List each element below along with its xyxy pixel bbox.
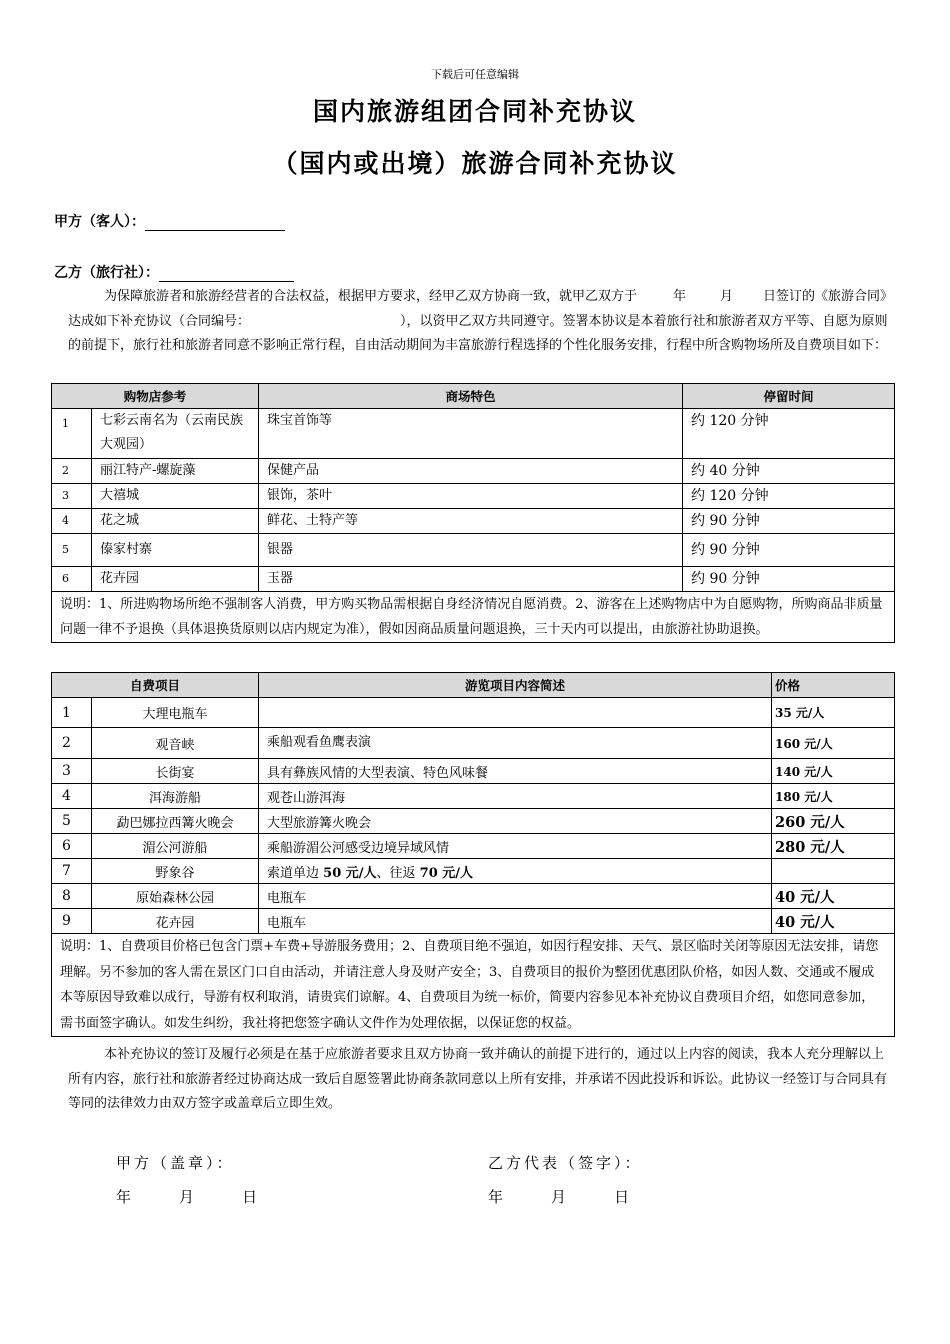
party-b-date: 年 月 日 [488,1188,640,1206]
party-a-row [54,211,285,231]
row-number: 6 [52,834,92,859]
item-desc: 大型旅游篝火晚会 [259,809,772,834]
row-number: 6 [52,567,92,592]
shop-feature: 银饰，茶叶 [259,484,683,509]
item-name: 观音峡 [92,728,259,759]
item-desc [259,698,772,728]
party-a-blank [145,214,285,231]
table-row [52,509,895,534]
shop-name: 丽江特产-螺旋藻 [92,459,259,484]
row-number: 1 [52,698,92,728]
item-desc: 乘船游湄公河感受边境异域风情 [259,834,772,859]
item-price: 180 元/人 [772,784,895,809]
shop-time: 约 90 分钟 [683,534,895,567]
header-time: 停留时间 [683,384,895,409]
desc-price-return: 70 元/人 [419,865,474,881]
intro-year: 年 [673,289,687,304]
optional-note-row [52,934,895,1037]
item-price [772,859,895,884]
desc-part: 、往返 [376,865,420,881]
shop-name: 傣家村寨 [92,534,259,567]
shop-time: 约 120 分钟 [683,484,895,509]
closing-paragraph: 本补充协议的签订及履行必须是在基于应旅游者要求且双方协商一致并确认的前提下进行的，通过以上内容的阅读，我本人充分理解以上所有内容，旅行社和旅游者经过协商达成一致后自愿签署此协商条款同意以上所有安排，并承诺不因此投诉和诉讼。此协议一经签订与合同具有等同的法律效力由双方签字或盖章后立即生效。 [68,1047,888,1111]
table-row [52,784,895,809]
item-price: 260 元/人 [772,809,895,834]
item-price: 140 元/人 [772,759,895,784]
shop-feature: 保健产品 [259,459,683,484]
table-row [52,909,895,934]
table-row [52,409,895,459]
shop-feature: 玉器 [259,567,683,592]
party-a-seal-label: 甲方（盖章）： [116,1154,235,1172]
row-number: 9 [52,909,92,934]
intro-paragraph [68,285,894,359]
item-name: 洱海游船 [92,784,259,809]
item-price: 35 元/人 [772,698,895,728]
table-row [52,534,895,567]
item-desc: 观苍山游洱海 [259,784,772,809]
header-shop: 购物店参考 [52,384,259,409]
row-number: 3 [52,484,92,509]
table-row [52,698,895,728]
table-row [52,567,895,592]
row-number: 8 [52,884,92,909]
desc-price-oneway: 50 元/人 [323,865,377,881]
item-name: 花卉园 [92,909,259,934]
item-price: 160 元/人 [772,728,895,759]
page-title: 国内旅游组团合同补充协议 [312,97,637,126]
page-subtitle: （国内或出境）旅游合同补充协议 [272,149,678,178]
party-a-date: 年 月 日 [116,1188,268,1206]
desc-part: 索道单边 [267,865,324,881]
item-price: 40 元/人 [772,909,895,934]
table-row [52,728,895,759]
shop-feature: 银器 [259,534,683,567]
shopping-note-row [52,592,895,643]
shop-name: 大禧城 [92,484,259,509]
shop-feature: 鲜花、土特产等 [259,509,683,534]
header-price: 价格 [772,673,895,698]
item-desc [259,859,772,884]
table-row [52,459,895,484]
header-item: 自费项目 [52,673,259,698]
item-name: 长街宴 [92,759,259,784]
party-b-row [54,262,294,282]
header-feature: 商场特色 [259,384,683,409]
row-number: 5 [52,809,92,834]
item-name: 原始森林公园 [92,884,259,909]
shop-time: 约 90 分钟 [683,509,895,534]
shop-time: 约 40 分钟 [683,459,895,484]
table-row [52,834,895,859]
shopping-table-header [52,384,895,409]
row-number: 2 [52,728,92,759]
table-row [52,484,895,509]
intro-text-1: 为保障旅游者和旅游经营者的合法权益，根据甲方要求，经甲乙双方协商一致，就甲乙双方于 [104,289,638,304]
party-b-blank [159,265,294,282]
row-number: 5 [52,534,92,567]
item-price: 280 元/人 [772,834,895,859]
table-row [52,884,895,909]
item-name: 勐巴娜拉西篝火晚会 [92,809,259,834]
shop-time: 约 90 分钟 [683,567,895,592]
item-price: 40 元/人 [772,884,895,909]
item-desc: 电瓶车 [259,884,772,909]
intro-text-2: 日签订的《旅游合同》达成如下补充协议（合同编号： [68,289,894,329]
item-desc: 具有彝族风情的大型表演、特色风味餐 [259,759,772,784]
intro-text-3: ），以资甲乙双方共同遵守。签署本协议是本着旅行社和旅游者双方平等、自愿为原则的前提下，旅行社和旅游者同意不影响正常行程，自由活动期间为丰富旅游行程选择的个性化服务安排，行程中所含购物场所及自费项目如下： [68,313,888,353]
item-desc: 乘船观看鱼鹰表演 [259,728,772,759]
row-number: 7 [52,859,92,884]
row-number: 2 [52,459,92,484]
row-number: 4 [52,784,92,809]
item-name: 野象谷 [92,859,259,884]
table-row [52,759,895,784]
optional-note: 说明：1、自费项目价格已包含门票+车费+导游服务费用；2、自费项目绝不强迫，如因行程安排、天气、景区临时关闭等原因无法安排，请您理解。另不参加的客人需在景区门口自由活动，并请注意人身及财产安全；3、自费项目的报价为整团优惠团队价格，如因人数、交通或不履成本等原因导致难以成行，导游有权利取消，请贵宾们谅解。4、自费项目为统一标价，简要内容参见本补充协议自费项目介绍，如您同意参加，需书面签字确认。如发生纠纷，我社将把您签字确认文件作为处理依据，以保证您的权益。 [52,934,895,1037]
shopping-table [51,383,895,643]
row-number: 4 [52,509,92,534]
party-b-label: 乙方（旅行社）： [54,265,159,281]
item-name: 大理电瓶车 [92,698,259,728]
header-desc: 游览项目内容简述 [259,673,772,698]
shop-feature: 珠宝首饰等 [259,409,683,459]
shop-name: 七彩云南名为（云南民族大观园） [92,409,259,459]
shop-name: 花卉园 [92,567,259,592]
party-b-sign-label: 乙方代表（签字）： [488,1154,643,1172]
optional-items-table [51,672,895,1037]
shop-time: 约 120 分钟 [683,409,895,459]
intro-month: 月 [720,289,734,304]
item-name: 湄公河游船 [92,834,259,859]
row-number: 3 [52,759,92,784]
row-number: 1 [52,409,92,459]
shopping-note: 说明：1、所进购物场所绝不强制客人消费，甲方购买物品需根据自身经济情况自愿消费。2、游客在上述购物店中为自愿购物，所购商品非质量问题一律不予退换（具体退换货原则以店内规定为准），假如因商品质量问题退换，三十天内可以提出，由旅游社协助退换。 [52,592,895,643]
optional-table-header [52,673,895,698]
table-row [52,809,895,834]
item-desc: 电瓶车 [259,909,772,934]
party-a-label: 甲方（客人）： [54,214,145,230]
header-note: 下载后可任意编辑 [431,68,519,81]
table-row [52,859,895,884]
shop-name: 花之城 [92,509,259,534]
